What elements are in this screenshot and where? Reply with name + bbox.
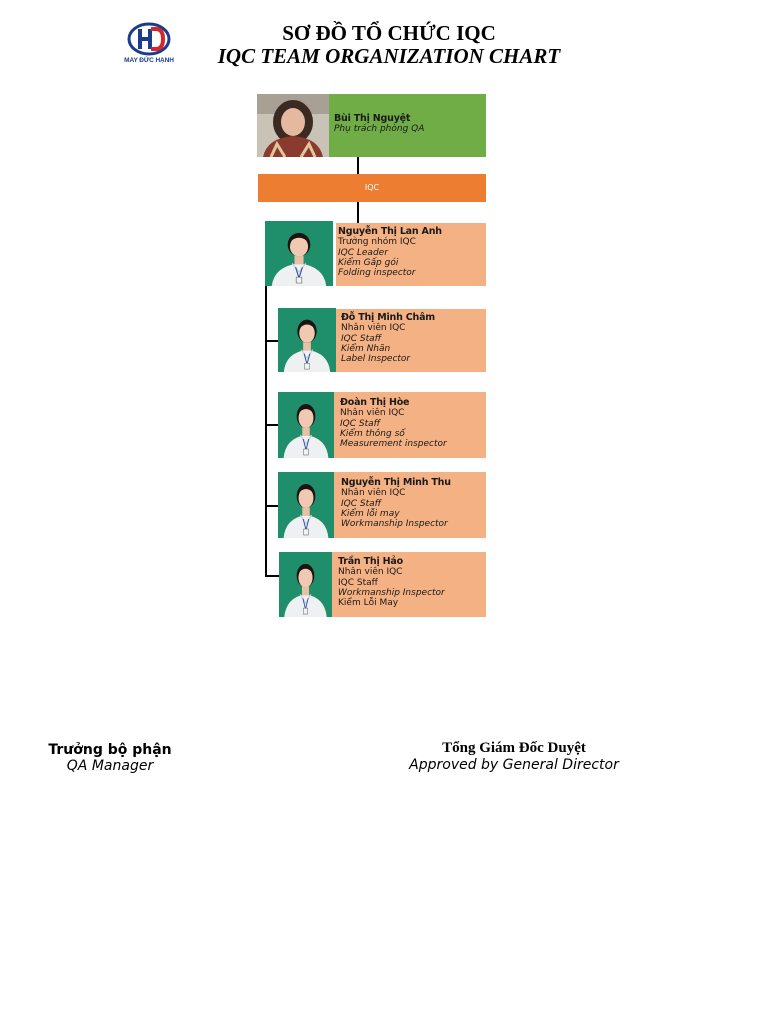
member-role-line: Kiểm Gấp gói: [338, 257, 399, 268]
member-name: Nguyễn Thị Minh Thu: [341, 477, 451, 488]
member-role-line: Nhân viên IQC: [338, 567, 403, 578]
member-role-line: Folding inspector: [338, 268, 416, 279]
member-role-line: IQC Staff: [340, 418, 381, 429]
member-role-line: Kiểm Nhãn: [341, 343, 391, 354]
member-role-line: Kiểm lỗi may: [341, 508, 400, 519]
member-text: [338, 227, 442, 278]
signature-general-director: [400, 740, 628, 773]
hd-logo-icon: [120, 20, 178, 60]
member-photo: [279, 552, 332, 617]
signature-qa-manager: [40, 742, 180, 774]
member-role-line: Nhân viên IQC: [340, 408, 405, 419]
member-name: Đỗ Thị Minh Châm: [341, 312, 435, 323]
head-name: Bùi Thị Nguyệt: [334, 113, 411, 124]
connector-branch-4: [265, 575, 279, 577]
logo-text: MAY ĐỨC HẠNH: [124, 57, 174, 64]
member-role-line: Measurement inspector: [340, 439, 447, 450]
iqc-department-box: IQC: [258, 174, 486, 202]
member-name: Nguyễn Thị Lan Anh: [338, 226, 442, 237]
member-role-line: IQC Staff: [341, 498, 382, 509]
head-role: Phụ trách phòng QA: [334, 124, 425, 135]
member-photo: [278, 392, 334, 458]
member-photo: [265, 221, 333, 286]
member-role-line: Kiểm Lỗi May: [338, 598, 399, 609]
member-role-line: IQC Leader: [338, 247, 388, 258]
member-name: Trần Thị Hảo: [338, 556, 403, 567]
member-role-line: Trưởng nhóm IQC: [338, 237, 416, 248]
connector-vertical: [265, 286, 267, 576]
member-name: Đoàn Thị Hòe: [340, 397, 410, 408]
member-role-line: Kiểm thông số: [340, 428, 405, 439]
member-role-line: Nhân viên IQC: [341, 488, 406, 499]
signature-right-title: Tổng Giám Đốc Duyệt: [442, 740, 586, 756]
member-text: [340, 398, 447, 449]
member-text: [341, 478, 451, 529]
member-role-line: IQC Staff: [338, 577, 378, 588]
member-role-line: IQC Staff: [341, 333, 382, 344]
connector-iqc-leader: [357, 202, 359, 223]
signature-left-subtitle: QA Manager: [66, 758, 154, 774]
member-text: [338, 557, 445, 608]
member-role-line: Workmanship Inspector: [338, 587, 445, 598]
connector-branch-2: [265, 424, 278, 426]
head-photo: [257, 94, 329, 157]
signature-left-title: Trưởng bộ phận: [48, 742, 172, 758]
connector-branch-1: [265, 340, 278, 342]
member-role-line: Nhân viên IQC: [341, 323, 406, 334]
signature-right-subtitle: Approved by General Director: [409, 757, 619, 773]
member-role-line: Workmanship Inspector: [341, 519, 448, 530]
head-text: [334, 114, 424, 135]
member-text: [341, 313, 435, 364]
page-title-vi: SƠ ĐỒ TỔ CHỨC IQC: [282, 21, 496, 45]
company-logo: [120, 20, 178, 68]
connector-branch-3: [265, 505, 278, 507]
member-photo: [278, 472, 334, 538]
page-title-en: IQC TEAM ORGANIZATION CHART: [217, 44, 561, 68]
connector-head-iqc: [357, 157, 359, 174]
member-role-line: Label Inspector: [341, 354, 411, 365]
member-photo: [278, 308, 336, 372]
